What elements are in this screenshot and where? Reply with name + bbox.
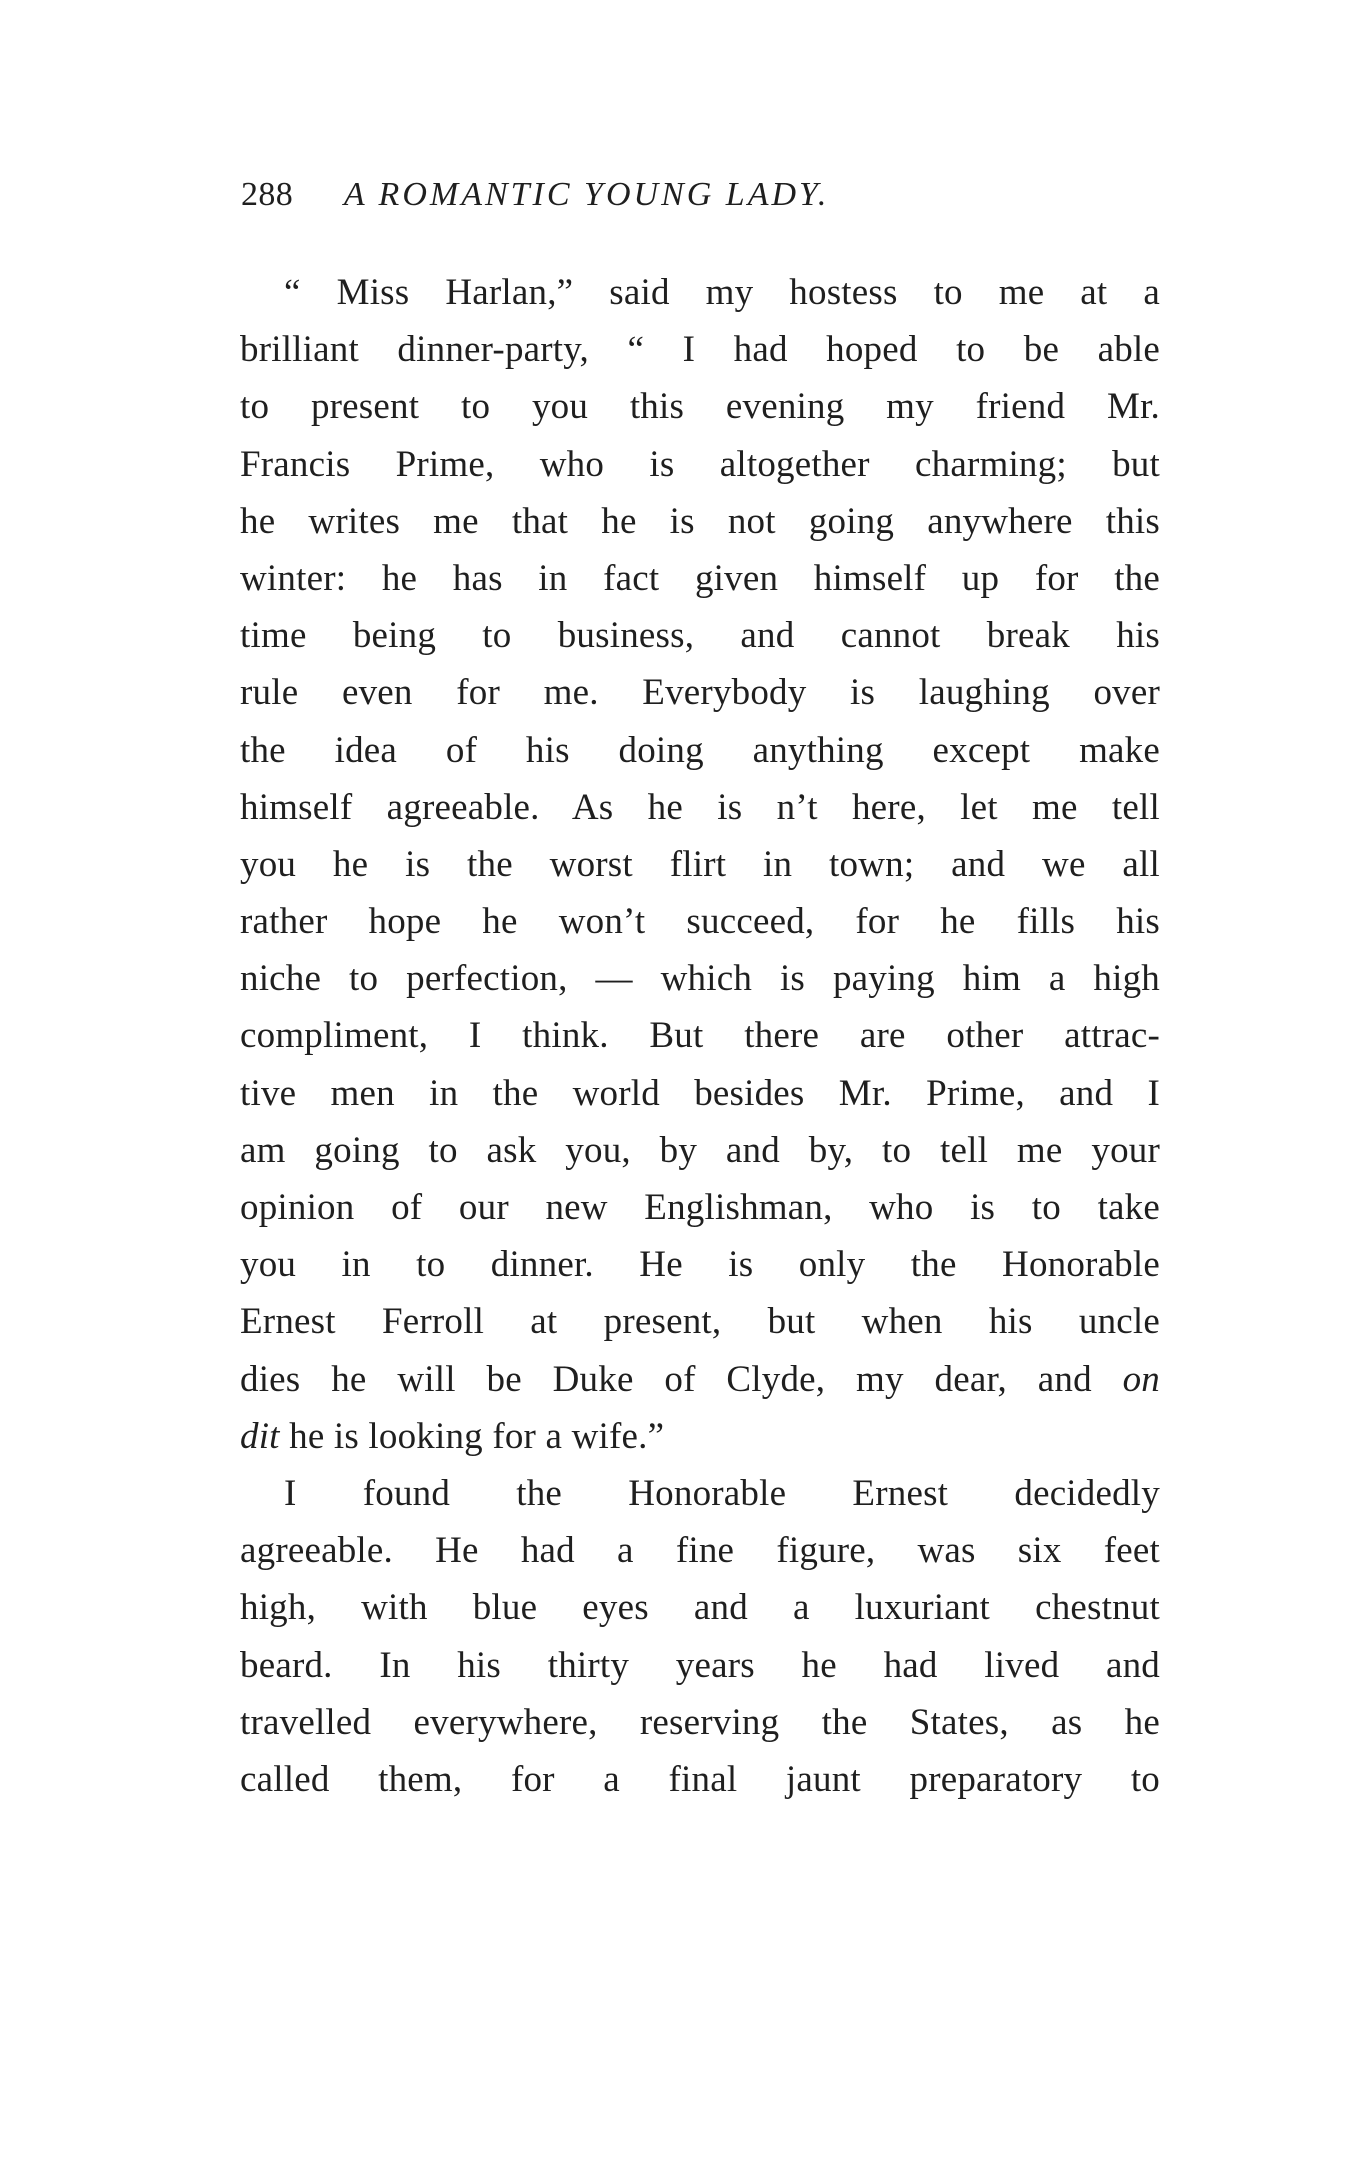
paragraph-line: I found the Honorable Ernest decidedly [284,1472,1160,1514]
paragraph-line: high, with blue eyes and a luxuriant chestnut [240,1587,1160,1629]
paragraph-line: Francis Prime, who is altogether charming; but [240,443,1160,485]
italic-phrase-on: on [1122,1358,1160,1400]
paragraph-line: winter: he has in fact given himself up for the [240,557,1160,599]
line-text: dies he will be Duke of Clyde, my dear, and [240,1358,1092,1400]
paragraph-line: opinion of our new Englishman, who is to take [240,1187,1160,1228]
italic-phrase-dit: dit [240,1415,280,1457]
paragraph-line: tive men in the world besides Mr. Prime, and I [240,1072,1160,1114]
paragraph-line: he writes me that he is not going anywhere this [240,500,1160,542]
paragraph-end-line [240,1408,1160,1465]
paragraph-line: to present to you this evening my friend Mr. [240,386,1160,428]
paragraph-line: called them, for a final jaunt preparatory to [240,1758,1160,1800]
paragraph-line: rule even for me. Everybody is laughing over [240,672,1160,714]
page-number: 288 [241,176,294,213]
paragraph-line: agreeable. He had a fine figure, was six feet [240,1530,1160,1572]
paragraph-line: am going to ask you, by and by, to tell me your [240,1129,1160,1171]
paragraph-line: “ Miss Harlan,” said my hostess to me at a [284,272,1160,313]
paragraph-line: brilliant dinner-party, “ I had hoped to be able [240,329,1160,371]
body-text [240,264,1160,1808]
paragraph-line: himself agreeable. As he is n’t here, let me tell [240,786,1160,828]
paragraph-line: rather hope he won’t succeed, for he fills his [240,901,1160,943]
paragraph-line: time being to business, and cannot break his [240,615,1160,657]
paragraph-line: compliment, I think. But there are other attrac- [240,1015,1160,1057]
paragraph-line: the idea of his doing anything except make [240,729,1160,771]
running-head [241,171,1001,219]
paragraph-line: you he is the worst flirt in town; and we all [240,843,1160,885]
paragraph-line: travelled everywhere, reserving the States, as he [240,1701,1160,1743]
paragraph-line: niche to perfection, — which is paying him a high [240,958,1160,1000]
running-title: A ROMANTIC YOUNG LADY. [343,176,830,213]
paragraph-line: beard. In his thirty years he had lived and [240,1644,1160,1686]
paragraph-line: you in to dinner. He is only the Honorable [240,1244,1160,1286]
line-text: he is looking for a wife.” [289,1415,665,1457]
paragraph-line: Ernest Ferroll at present, but when his uncle [240,1301,1160,1343]
paragraph-line-with-italic [240,1351,1160,1408]
